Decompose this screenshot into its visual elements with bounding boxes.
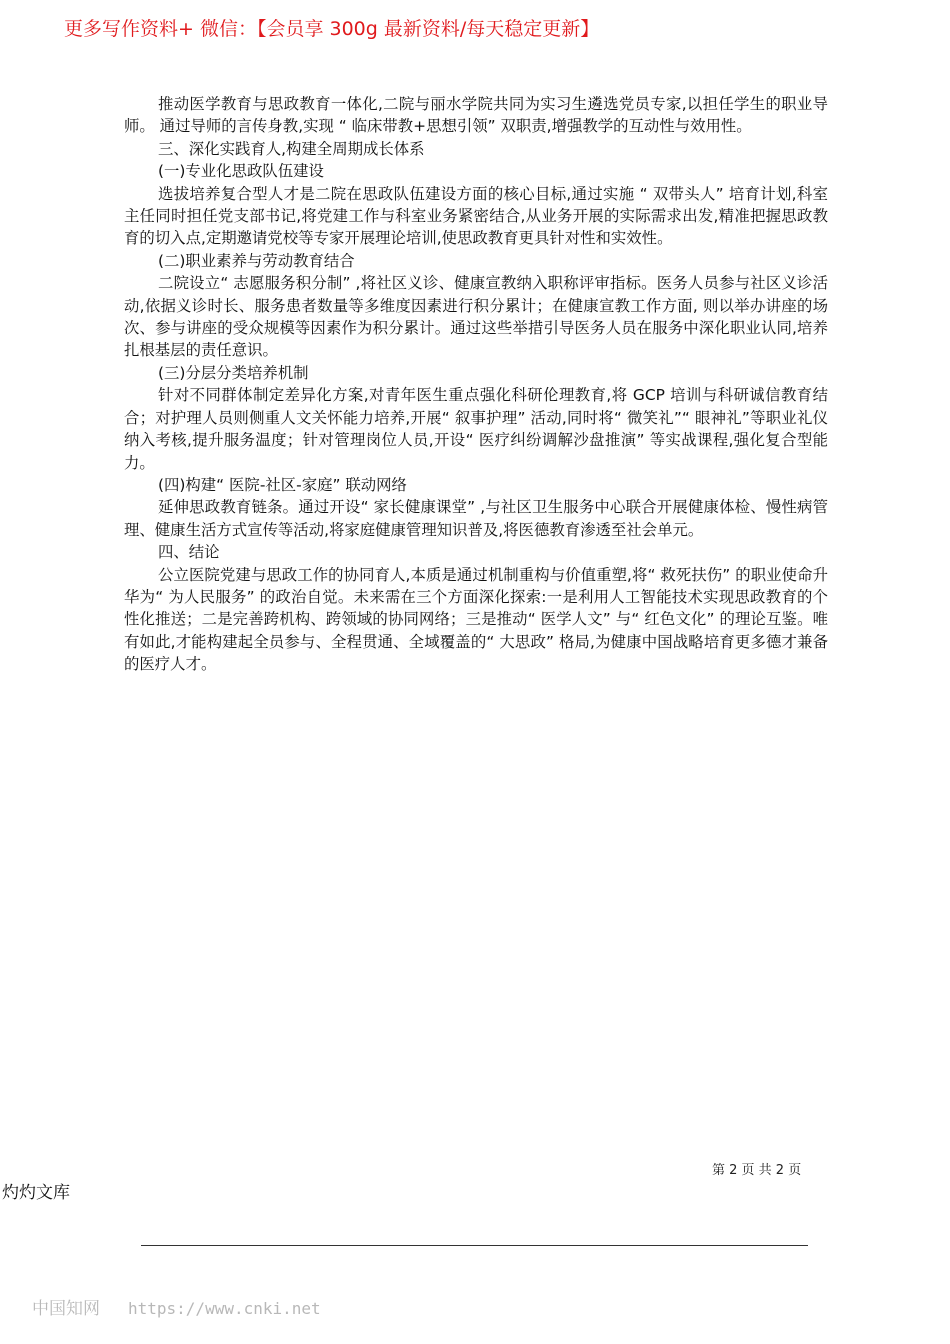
footer-divider	[141, 1245, 808, 1246]
subsection-heading: (四)构建“ 医院-社区-家庭” 联动网络	[158, 475, 407, 494]
paragraph: 延伸思政教育链条。通过开设“ 家长健康课堂” ,与社区卫生服务中心联合开展健康体检、慢性病管理、健康生活方式宣传等活动,将家庭健康管理知识普及,将医德教育渗透至社会单元。	[124, 498, 828, 539]
paragraph: 二院设立“ 志愿服务积分制” ,将社区义诊、健康宣教纳入职称评审指标。医务人员参与社区义诊活动,依据义诊时长、服务患者数量等多维度因素进行积分累计；在健康宣教工作方面, 则以举办讲座的场次、参与讲座的受众规模等因素作为积分累计。通过这些举措引导医务人员在服务中深化职业认同,培养扎根基层的责任意识。	[124, 274, 828, 360]
promo-banner: 更多写作资料+ 微信：【会员享 300g 最新资料/每天稳定更新】	[64, 18, 600, 40]
subsection-heading: (三)分层分类培养机制	[158, 363, 309, 382]
paragraph: 公立医院党建与思政工作的协同育人,本质是通过机制重构与价值重塑,将“ 救死扶伤” 的职业使命升华为“ 为人民服务” 的政治自觉。未来需在三个方面深化探索:一是利用人工智能技术实现思政教育的个性化推送；二是完善跨机构、跨领域的协同网络；三是推动“ 医学人文” 与“ 红色文化” 的理论互鉴。唯有如此,才能构建起全员参与、全程贯通、全域覆盖的“ 大思政” 格局,为健康中国战略培育更多德才兼备的医疗人才。	[124, 565, 828, 674]
watermark-name: 中国知网	[32, 1299, 100, 1319]
watermark	[32, 1294, 321, 1319]
site-name: 灼灼文库	[2, 1183, 70, 1203]
subsection-heading: (二)职业素养与劳动教育结合	[158, 251, 355, 270]
watermark-url: https://www.cnki.net	[128, 1299, 321, 1318]
section-heading: 四、结论	[158, 543, 220, 562]
subsection-heading: (一)专业化思政队伍建设	[158, 162, 324, 181]
paragraph: 选拔培养复合型人才是二院在思政队伍建设方面的核心目标,通过实施 “ 双带头人” 培育计划,科室主任同时担任党支部书记,将党建工作与科室业务紧密结合,从业务开展的实际需求出发,精准把握思政教育的切入点,定期邀请党校等专家开展理论培训,使思政教育更具针对性和实效性。	[124, 184, 828, 248]
page-number: 第 2 页 共 2 页	[712, 1163, 802, 1178]
paragraph: 推动医学教育与思政教育一体化,二院与丽水学院共同为实习生遴选党员专家,以担任学生的职业导师。 通过导师的言传身教,实现 “ 临床带教+思想引领” 双职责,增强教学的互动性与效用性。	[124, 95, 828, 136]
document-body	[124, 93, 828, 676]
section-heading: 三、深化实践育人,构建全周期成长体系	[158, 139, 425, 158]
paragraph: 针对不同群体制定差异化方案,对青年医生重点强化科研伦理教育,将 GCP 培训与科研诚信教育结合；对护理人员则侧重人文关怀能力培养,开展“ 叙事护理” 活动,同时将“ 微笑礼”“ 眼神礼”等职业礼仪纳入考核,提升服务温度；针对管理岗位人员,开设“ 医疗纠纷调解沙盘推演” 等实战课程,强化复合型能力。	[124, 386, 828, 472]
